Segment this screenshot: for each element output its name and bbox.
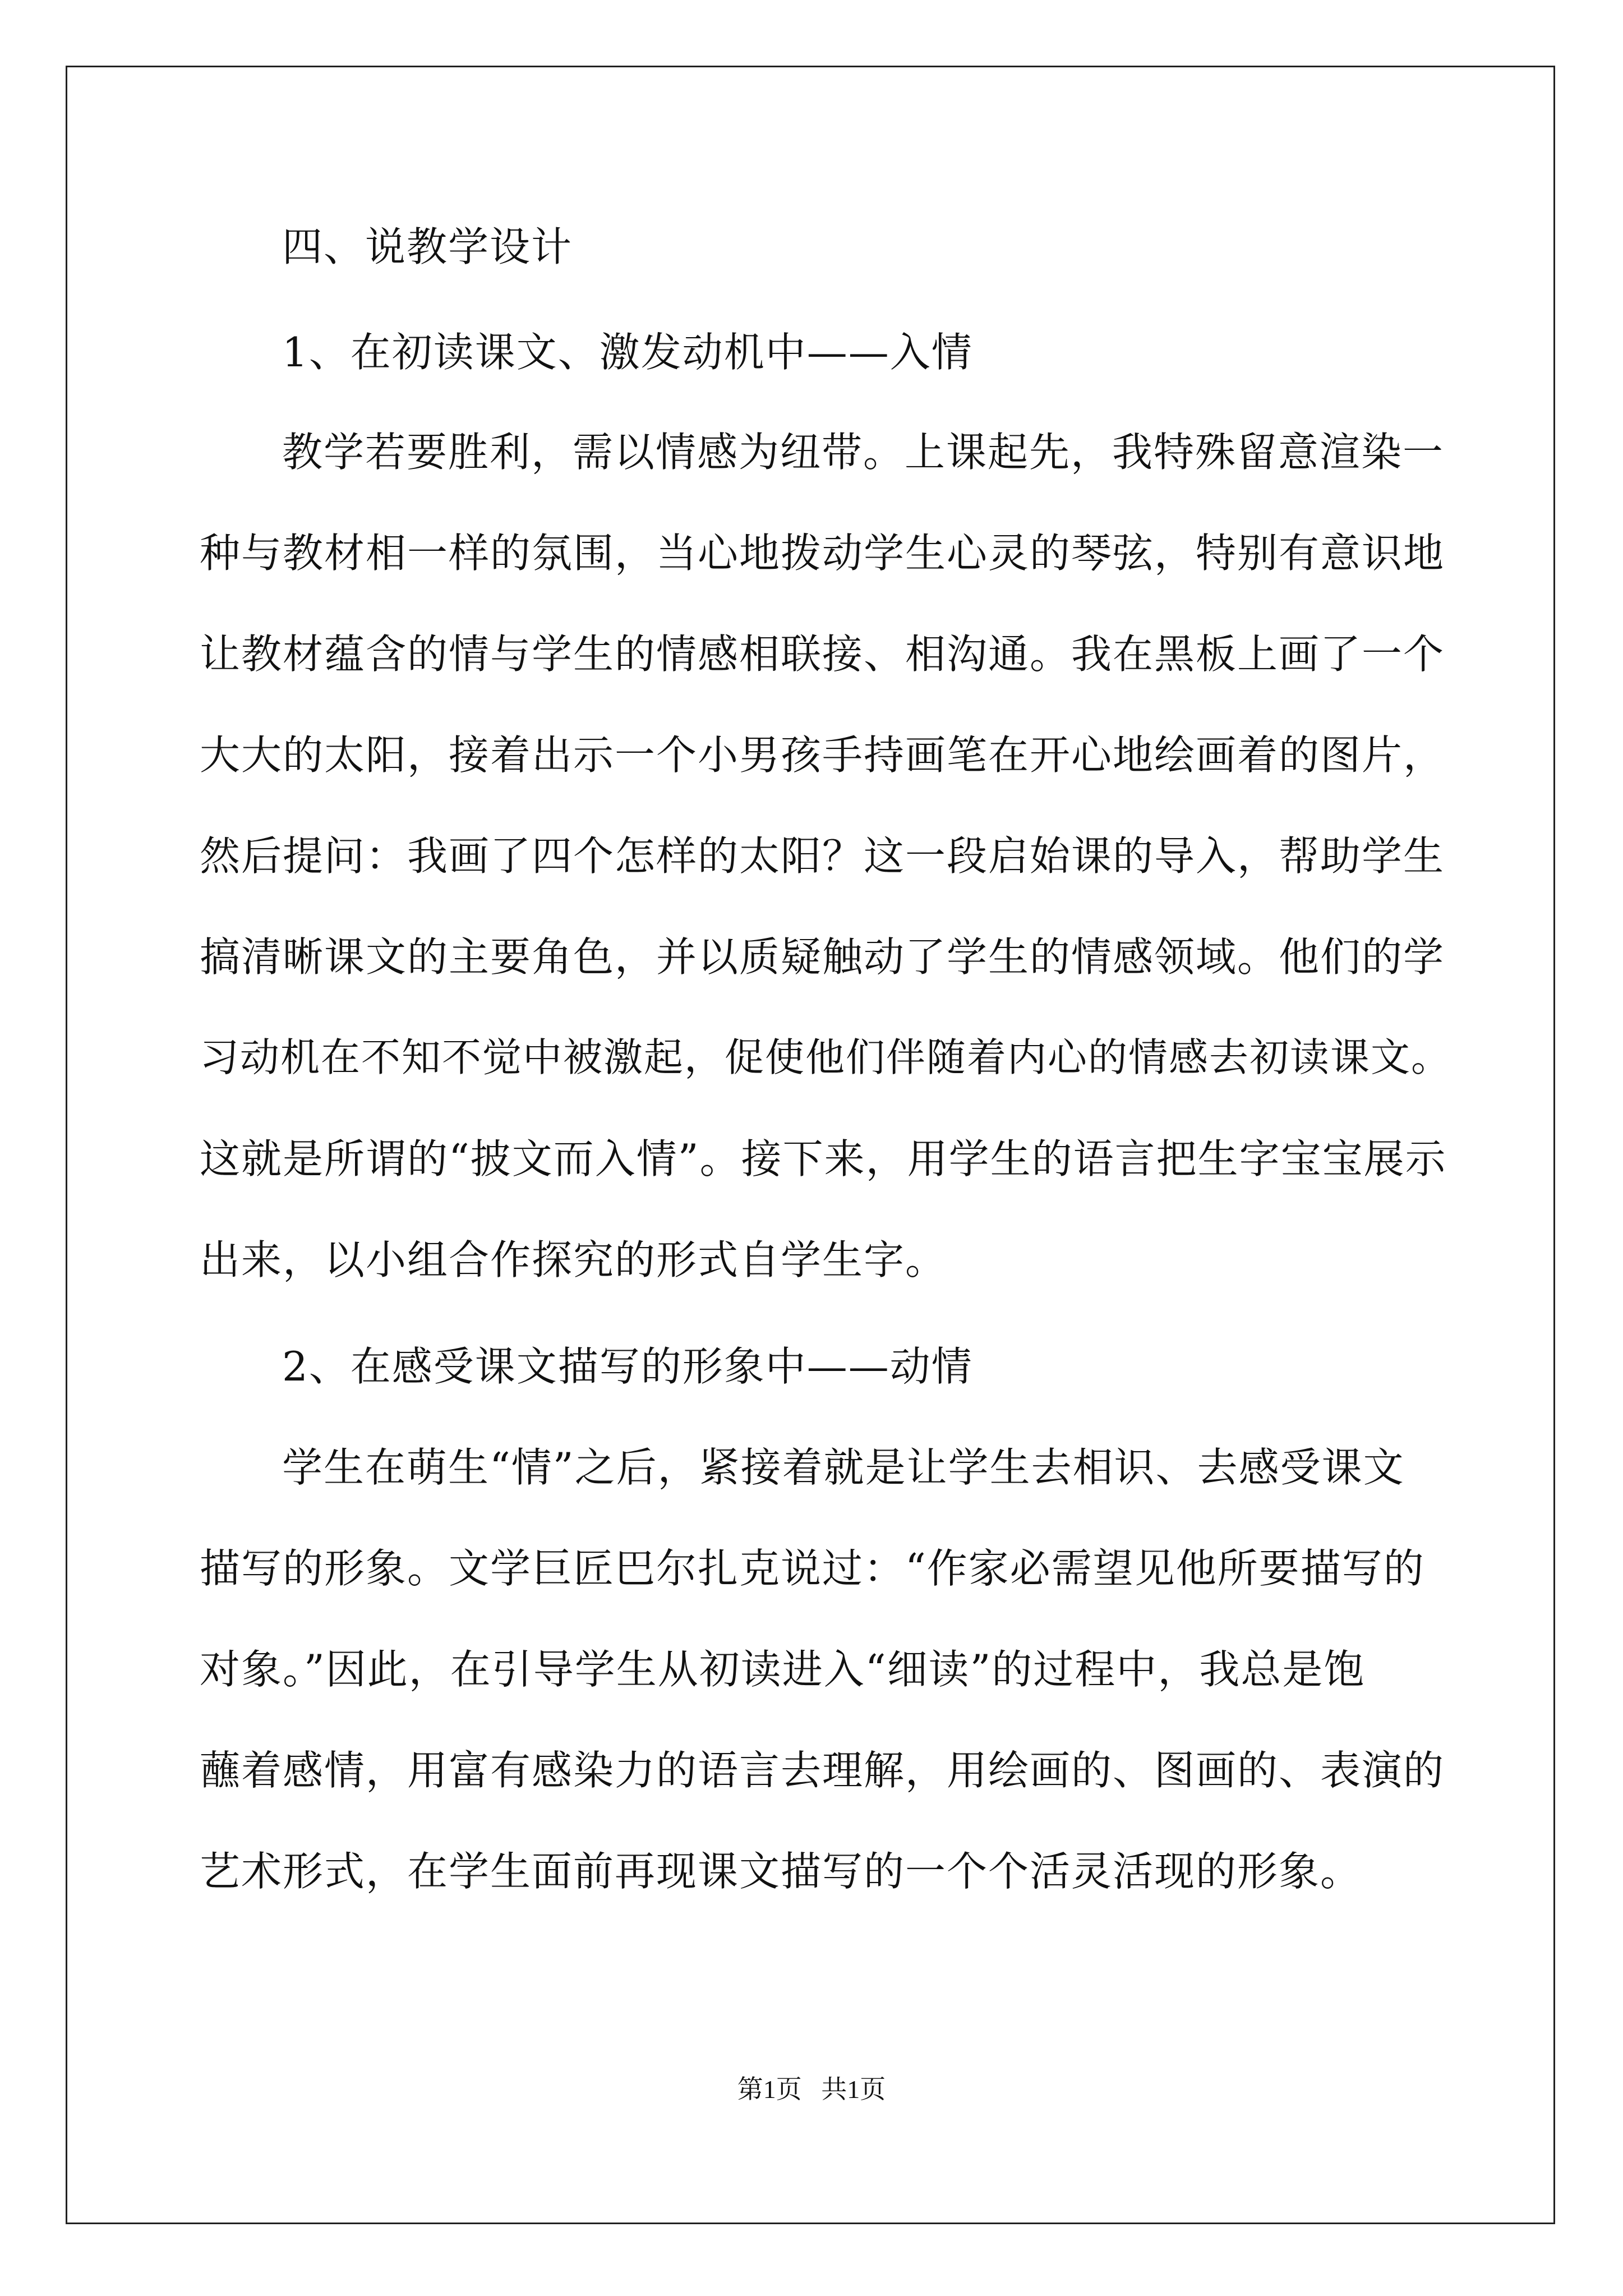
paragraph-2-line: 描写的形象。文学巨匠巴尔扎克说过：“作家必需望见他所要描写的 [200,1545,1425,1592]
paragraph-1-line: 种与教材相一样的氛围，当心地拨动学生心灵的琴弦，特别有意识地 [200,530,1445,577]
paragraph-1-line: 习动机在不知不觉中被激起，促使他们伴随着内心的情感去初读课文。 [200,1034,1451,1080]
paragraph-1-line: 出来，以小组合作探究的形式自学生字。 [200,1236,947,1283]
paragraph-1-line: 教学若要胜利，需以情感为纽带。上课起先，我特殊留意渲染一 [282,429,1445,476]
section-title: 四、说教学设计 [282,223,573,270]
paragraph-2-line: 蘸着感情，用富有感染力的语言去理解，用绘画的、图画的、表演的 [200,1747,1445,1794]
page-footer: 第1页 共1页 [737,2075,886,2104]
paragraph-1-line: 让教材蕴含的情与学生的情感相联接、相沟通。我在黑板上画了一个 [200,631,1445,678]
subsection-2-heading: 2、在感受课文描写的形象中——动情 [282,1343,973,1390]
paragraph-2-line: 学生在萌生“情”之后，紧接着就是让学生去相识、去感受课文 [282,1444,1405,1491]
paragraph-1-line: 搞清晰课文的主要角色，并以质疑触动了学生的情感领域。他们的学 [200,933,1445,981]
subsection-1-heading: 1、在初读课文、激发动机中——入情 [282,329,973,376]
paragraph-1-line: 然后提问：我画了四个怎样的太阳？这一段启始课的导入，帮助学生 [200,832,1445,880]
paragraph-1-line: 大大的太阳，接着出示一个小男孩手持画笔在开心地绘画着的图片， [200,731,1445,779]
paragraph-2-line: 对象。”因此，在引导学生从初读进入“细读”的过程中，我总是饱 [200,1646,1366,1693]
paragraph-1-line: 这就是所谓的“披文而入情”。接下来，用学生的语言把生字宝宝展示 [200,1135,1447,1182]
paragraph-2-line: 艺术形式，在学生面前再现课文描写的一个个活灵活现的形象。 [200,1848,1362,1895]
